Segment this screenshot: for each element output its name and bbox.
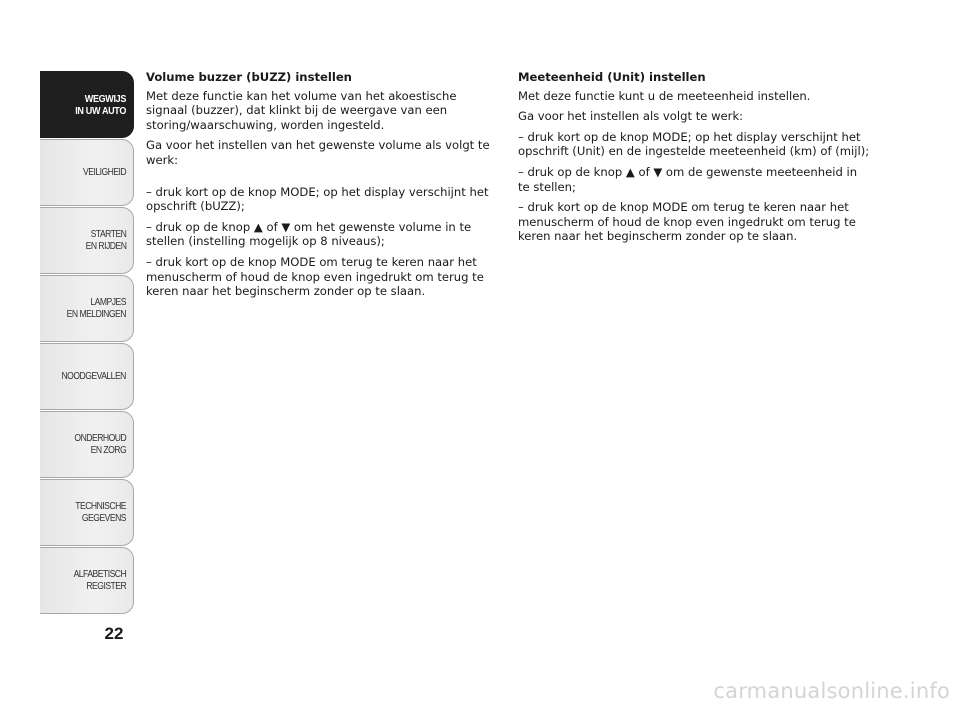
tab-label: LAMPJES EN MELDINGEN	[66, 296, 126, 320]
tab-label: NOODGEVALLEN	[61, 370, 126, 382]
tab-label: ONDERHOUD EN ZORG	[74, 432, 126, 456]
chapter-tab-sidebar	[40, 71, 134, 615]
instruction-step: – druk op de knop ▲ of ▼ om het gewenste volume in te stellen (instelling mogelijk op 8 niveaus);	[146, 219, 472, 249]
paragraph: Met deze functie kunt u de meeteenheid instellen.	[518, 88, 811, 103]
tab-label: ALFABETISCH REGISTER	[73, 568, 126, 592]
instruction-step: – druk kort op de knop MODE om terug te keren naar het menuscherm of houd de knop even ingedrukt om terug te keren naar het beginscherm zonder op te slaan.	[518, 200, 856, 244]
instruction-step: – druk kort op de knop MODE; op het display verschijnt het opschrift (Unit) en de ingestelde meeteenheid (km) of (mijl);	[518, 129, 870, 159]
tab-noodgevallen[interactable]	[40, 343, 134, 410]
tab-starten-en-rijden[interactable]	[40, 207, 134, 274]
tab-alfabetisch-register[interactable]	[40, 547, 134, 614]
tab-veiligheid[interactable]	[40, 139, 134, 206]
tab-label: STARTEN EN RIJDEN	[85, 228, 126, 252]
page-number: 22	[104, 624, 124, 643]
tab-label: TECHNISCHE GEGEVENS	[75, 500, 126, 524]
tab-lampjes-en-meldingen[interactable]	[40, 275, 134, 342]
instruction-step: – druk op de knop ▲ of ▼ om de gewenste meeteenheid in te stellen;	[518, 164, 858, 194]
tab-label: WEGWIJS IN UW AUTO	[75, 92, 126, 117]
tab-technische-gegevens[interactable]	[40, 479, 134, 546]
section-volume-buzzer	[146, 70, 498, 305]
section-meeteenheid	[518, 70, 870, 250]
instruction-step: – druk kort op de knop MODE om terug te keren naar het menuscherm of houd de knop even ingedrukt om terug te keren naar het beginscherm zonder op te slaan.	[146, 254, 484, 299]
section-title: Volume buzzer (bUZZ) instellen	[146, 70, 352, 84]
section-title: Meeteenheid (Unit) instellen	[518, 70, 706, 84]
paragraph: Ga voor het instellen als volgt te werk:	[518, 109, 744, 124]
tab-label: VEILIGHEID	[82, 166, 126, 178]
instruction-step: – druk kort op de knop MODE; op het display verschijnt het opschrift (bUZZ);	[146, 184, 489, 214]
paragraph: Ga voor het instellen van het gewenste volume als volgt te werk:	[146, 138, 490, 167]
tab-onderhoud-en-zorg[interactable]	[40, 411, 134, 478]
paragraph: Met deze functie kan het volume van het akoestische signaal (buzzer), dat klinkt bij de weergave van een storing/waarschuwing, worden ingesteld.	[146, 88, 457, 132]
watermark: carmanualsonline.info	[713, 679, 950, 703]
tab-wegwijs-in-uw-auto[interactable]	[40, 71, 134, 138]
